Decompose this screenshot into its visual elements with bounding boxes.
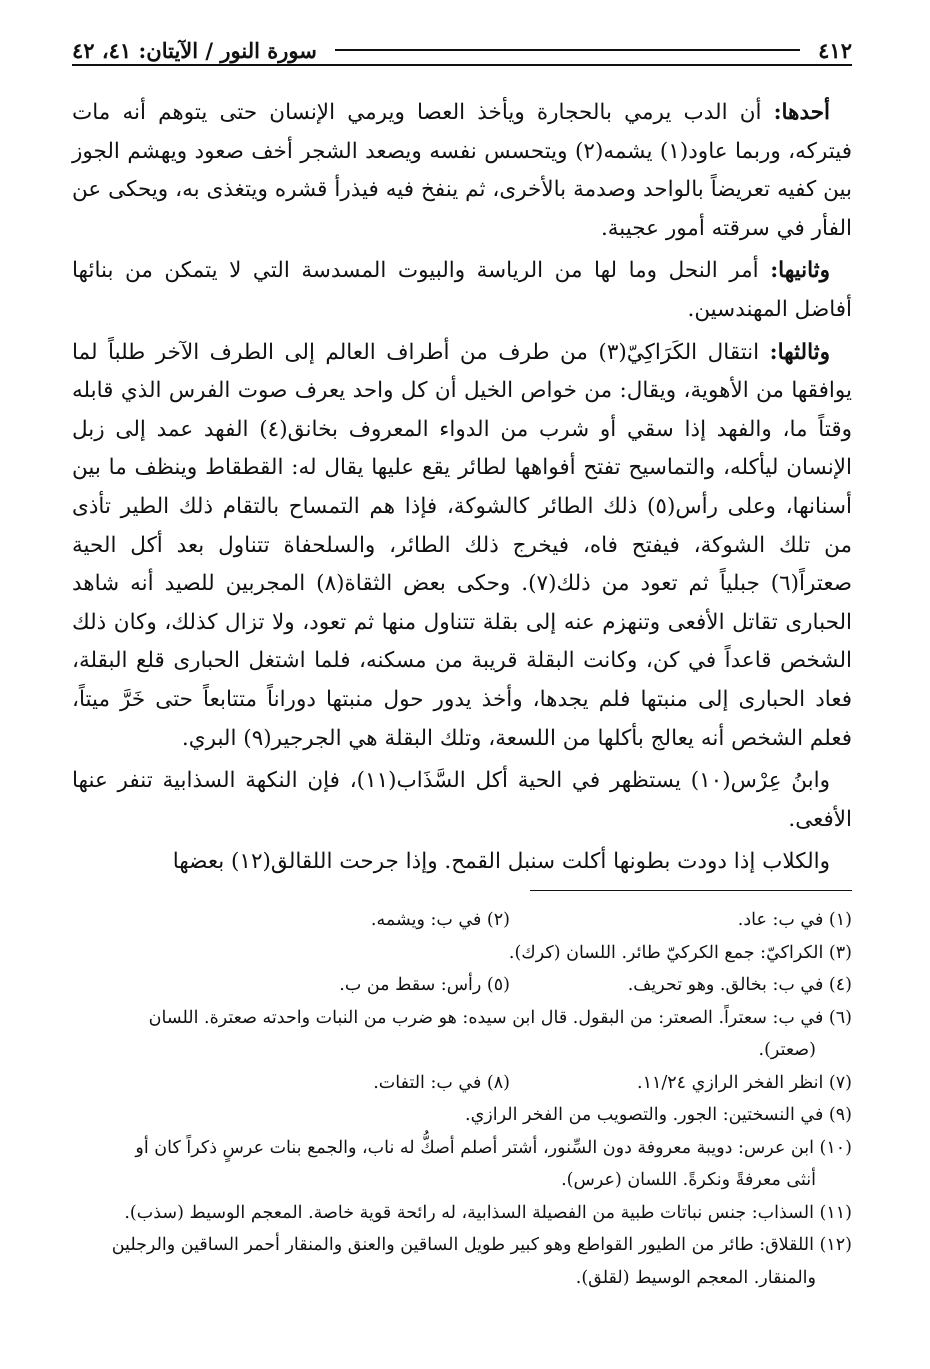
footnote-separator bbox=[530, 890, 852, 891]
page-header bbox=[72, 34, 852, 66]
footnote-2: (٢) في ب: ويشمه. bbox=[370, 910, 510, 930]
footnote-row bbox=[72, 969, 852, 1002]
footnote-12-continued: والمنقار. المعجم الوسيط (لقلق). bbox=[575, 1267, 816, 1288]
footnote-7: (٧) انظر الفخر الرازي ١١/٢٤. bbox=[637, 1072, 852, 1093]
running-title: سورة النور / الآيتان: ٤١، ٤٢ bbox=[72, 37, 317, 63]
header-underline bbox=[72, 64, 852, 66]
paragraph-2 bbox=[72, 252, 852, 329]
paragraph-1-text: أن الدب يرمي بالحجارة ويأخذ العصا ويرمي الإنسان حتى يتوهم أنه مات فيتركه، وربما عاود(١) يشمه(٢) ويتحسس نفسه ويصعد الشجر أخف صعود ويهشم الجوز بين كفيه تعريضاً بالواحد وصدمة بالأخرى، ثم ينفخ فيه فيذرأ قشره ويتغذى به، ويحكى عن الفأر في سرقته أمور عجيبة. bbox=[72, 100, 852, 241]
paragraph-1-lead: أحدها: bbox=[773, 100, 830, 125]
footnote-10: (١٠) ابن عرس: دويبة معروفة دون السِّنور، أشتر أصلم أصكُّ له ناب، والجمع بنات عرسٍ ذكراً كان أو bbox=[135, 1137, 852, 1158]
paragraph-1 bbox=[72, 94, 852, 248]
footnote-10-continued: أنثى معرفةً ونكرةً. اللسان (عرس). bbox=[561, 1170, 816, 1190]
paragraph-2-lead: وثانيها: bbox=[770, 258, 830, 284]
footnote-3: (٣) الكراكيّ: جمع الكركيّ طائر. اللسان (كرك). bbox=[508, 942, 852, 963]
paragraph-3 bbox=[72, 334, 852, 759]
main-text bbox=[72, 94, 852, 886]
footnote-4: (٤) في ب: بخالق. وهو تحريف. bbox=[627, 975, 852, 995]
paragraph-3-text: انتقال الكَرَاكِيّ(٣) من طرف من أطراف العالم إلى الطرف الآخر طلباً لما يوافقها من الأهوية، ويقال: من خواص الخيل أن كل واحد يعرف صوت الفرس الذي قابله وقتاً ما، والفهد إذا سقي أو شرب من الدواء المعروف بخانق(٤) الفهد عمد إلى زبل الإنسان ليأكله، والتماسيح تفتح أفواهها لطائر يقع عليها يقال له: القطقاط وينظف ما بين أسنانها، وعلى رأس(٥) ذلك الطائر كالشوكة، فإذا هم التمساح بالتقام ذلك الطير تأذى من تلك الشوكة، فيفتح فاه، فيخرج ذلك الطائر، والسلحفاة تتناول بعد أكل الحية صعتراً(٦) جبلياً ثم تعود من ذلك(٧). وحكى بعض الثقاة(٨) المجربين للصيد أنه شاهد الحبارى تقاتل الأفعى وتنهزم عنه إلى بقلة تتناول منها ثم تعود، ولا تزال كذلك، وكان ذلك الشخص قاعداً في كن، وكانت البقلة قريبة من مسكنه، فلما اشتغل الحبارى قلع البقلة، فعاد الحبارى إلى منبتها فلم يجدها، وأخذ يدور حول منبتها دوراناً متتابعاً حتى خَرَّ ميتاً، فعلم الشخص أنه يعالج بأكلها من اللسعة، وتلك البقلة هي الجرجير(٩) البري. bbox=[72, 339, 852, 751]
footnote-1: (١) في ب: عاد. bbox=[737, 910, 852, 930]
footnote-row bbox=[72, 904, 852, 937]
footnote-5: (٥) رأس: سقط من ب. bbox=[339, 975, 510, 995]
page-number: ٤١٢ bbox=[818, 37, 852, 63]
footnote-12: (١٢) اللقلاق: طائر من الطيور القواطع وهو كبير طويل الساقين والعنق والمنقار أحمر الساقين والرجلين bbox=[111, 1235, 852, 1255]
header-rule-segment bbox=[335, 49, 800, 51]
footnote-6-continued: (صعتر). bbox=[758, 1040, 816, 1060]
footnote-row bbox=[72, 1067, 852, 1100]
footnote-9: (٩) في النسختين: الجور. والتصويب من الفخر الرازي. bbox=[465, 1105, 852, 1125]
paragraph-5: والكلاب إذا دودت بطونها أكلت سنبل القمح. وإذا جرحت اللقالق(١٢) بعضها bbox=[172, 849, 830, 875]
footnote-11: (١١) السذاب: جنس نباتات طبية من الفصيلة السذابية، له رائحة قوية خاصة. المعجم الوسيط (سذب). bbox=[124, 1202, 852, 1223]
footnote-8: (٨) في ب: التفات. bbox=[373, 1072, 510, 1093]
footnote-6: (٦) في ب: سعتراً. الصعتر: من البقول. قال ابن سيده: هو ضرب من النبات واحدته صعترة. اللسان bbox=[148, 1007, 852, 1028]
paragraph-3-lead: وثالثها: bbox=[769, 339, 830, 365]
footnotes bbox=[72, 904, 852, 1294]
paragraph-2-text: أمر النحل وما لها من الرياسة والبيوت المسدسة التي لا يتمكن من بنائها أفاضل المهندسين. bbox=[72, 258, 852, 322]
paragraph-4: وابنُ عِرْس(١٠) يستظهر في الحية أكل السَّذَاب(١١)، فإن النكهة السذابية تنفر عنها الأفعى. bbox=[72, 768, 852, 832]
